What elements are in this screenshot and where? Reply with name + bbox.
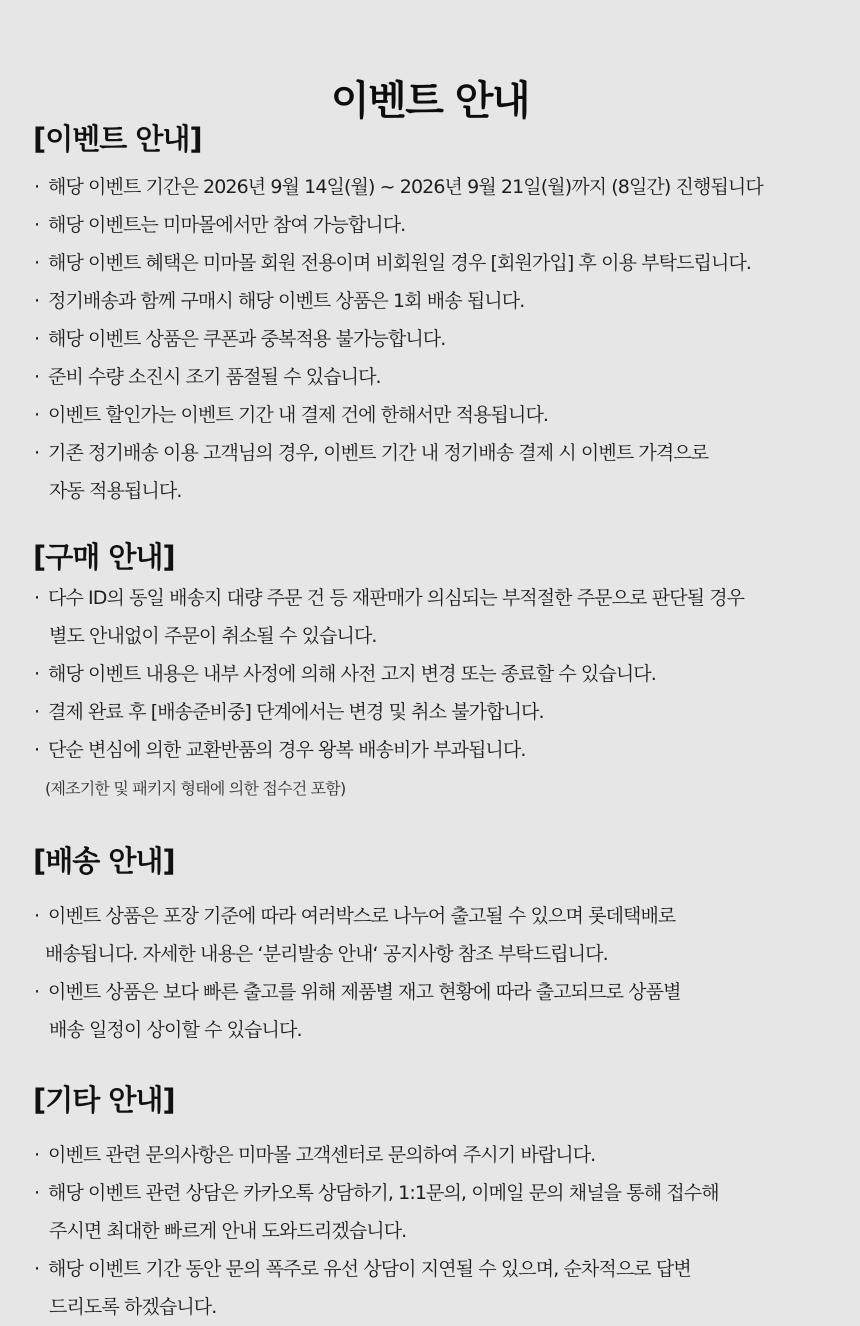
bullet-dot: · — [34, 328, 40, 350]
item-text: 단순 변심에 의한 교환반품의 경우 왕복 배송비가 부과됩니다. — [48, 739, 526, 761]
item-text: 이벤트 상품은 포장 기준에 따라 여러박스로 나누어 출고될 수 있으며 롯데택배로 — [48, 905, 676, 927]
item-text: 이벤트 상품은 보다 빠른 출고를 위해 제품별 재고 현황에 따라 출고되므로 상품별 — [48, 981, 681, 1003]
section-heading: [이벤트 안내] — [33, 122, 202, 156]
delivery-info-list — [33, 897, 833, 1049]
bullet-dot: · — [34, 1144, 40, 1166]
list-item — [33, 579, 833, 655]
bullet-dot: · — [34, 905, 40, 927]
bullet-dot: · — [34, 252, 40, 274]
event-info-section — [33, 119, 833, 510]
list-item — [33, 973, 833, 1049]
item-text: 다수 ID의 동일 배송지 대량 주문 건 등 재판매가 의심되는 부적절한 주문으로 판단될 경우 — [48, 587, 745, 609]
delivery-info-section — [33, 841, 833, 1049]
bullet-dot: · — [34, 981, 40, 1003]
item-text: 해당 이벤트는 미마몰에서만 참여 가능합니다. — [48, 214, 406, 236]
list-item — [33, 168, 833, 206]
item-text-continued: 배송됩니다. 자세한 내용은 ‘분리발송 안내‘ 공지사항 참조 부탁드립니다. — [45, 943, 608, 965]
list-item — [33, 320, 833, 358]
item-text-continued: 배송 일정이 상이할 수 있습니다. — [49, 1019, 302, 1041]
list-item — [33, 434, 833, 510]
item-text: 결제 완료 후 [배송준비중] 단계에서는 변경 및 취소 불가합니다. — [48, 701, 544, 723]
list-item — [33, 1136, 833, 1174]
bullet-dot: · — [34, 366, 40, 388]
bullet-dot: · — [34, 290, 40, 312]
bullet-dot: · — [34, 404, 40, 426]
purchase-info-list — [33, 579, 833, 769]
list-item — [33, 1250, 833, 1326]
item-text-continued: 자동 적용됩니다. — [49, 480, 182, 502]
page-title: 이벤트 안내 — [330, 77, 530, 124]
list-item — [33, 897, 833, 973]
bullet-dot: · — [34, 739, 40, 761]
bullet-dot: · — [34, 1182, 40, 1204]
section-heading: [배송 안내] — [33, 844, 175, 878]
bullet-dot: · — [34, 176, 40, 198]
bullet-dot: · — [34, 663, 40, 685]
other-info-section — [33, 1080, 833, 1326]
item-text: 이벤트 관련 문의사항은 미마몰 고객센터로 문의하여 주시기 바랍니다. — [48, 1144, 596, 1166]
item-text: 해당 이벤트 상품은 쿠폰과 중복적용 불가능합니다. — [48, 328, 446, 350]
list-item — [33, 282, 833, 320]
item-text-continued: 주시면 최대한 빠르게 안내 도와드리겠습니다. — [49, 1220, 407, 1242]
bullet-dot: · — [34, 214, 40, 236]
item-text: 해당 이벤트 내용은 내부 사정에 의해 사전 고지 변경 또는 종료할 수 있습니다. — [48, 663, 656, 685]
item-text: 해당 이벤트 관련 상담은 카카오톡 상담하기, 1:1문의, 이메일 문의 채널을 통해 접수해 — [48, 1182, 719, 1204]
purchase-info-section — [33, 537, 833, 809]
item-text: 해당 이벤트 기간은 2026년 9월 14일(월) ~ 2026년 9월 21일(월)까지 (8일간) 진행됩니다 — [48, 176, 763, 198]
list-item — [33, 731, 833, 769]
list-item — [33, 693, 833, 731]
bullet-dot: · — [34, 701, 40, 723]
item-text: 해당 이벤트 혜택은 미마몰 회원 전용이며 비회원일 경우 [회원가입] 후 이용 부탁드립니다. — [48, 252, 752, 274]
item-text: 해당 이벤트 기간 동안 문의 폭주로 유선 상담이 지연될 수 있으며, 순차적으로 답변 — [48, 1258, 691, 1280]
item-text: 정기배송과 함께 구매시 해당 이벤트 상품은 1회 배송 됩니다. — [48, 290, 525, 312]
bullet-dot: · — [34, 1258, 40, 1280]
item-text-continued: 별도 안내없이 주문이 취소될 수 있습니다. — [49, 625, 377, 647]
list-item — [33, 396, 833, 434]
list-item — [33, 1174, 833, 1250]
bullet-dot: · — [34, 587, 40, 609]
list-item — [33, 206, 833, 244]
footnote: (제조기한 및 패키지 형태에 의한 접수건 포함) — [45, 779, 346, 798]
list-item — [33, 655, 833, 693]
item-text-continued: 드리도록 하겠습니다. — [49, 1296, 217, 1318]
section-heading: [기타 안내] — [33, 1083, 175, 1117]
list-item — [33, 244, 833, 282]
item-text: 기존 정기배송 이용 고객님의 경우, 이벤트 기간 내 정기배송 결제 시 이벤트 가격으로 — [48, 442, 709, 464]
section-heading: [구매 안내] — [33, 540, 175, 574]
bullet-dot: · — [34, 442, 40, 464]
list-item — [33, 358, 833, 396]
event-info-list — [33, 168, 833, 510]
other-info-list — [33, 1136, 833, 1326]
item-text: 준비 수량 소진시 조기 품절될 수 있습니다. — [48, 366, 381, 388]
item-text: 이벤트 할인가는 이벤트 기간 내 결제 건에 한해서만 적용됩니다. — [48, 404, 549, 426]
